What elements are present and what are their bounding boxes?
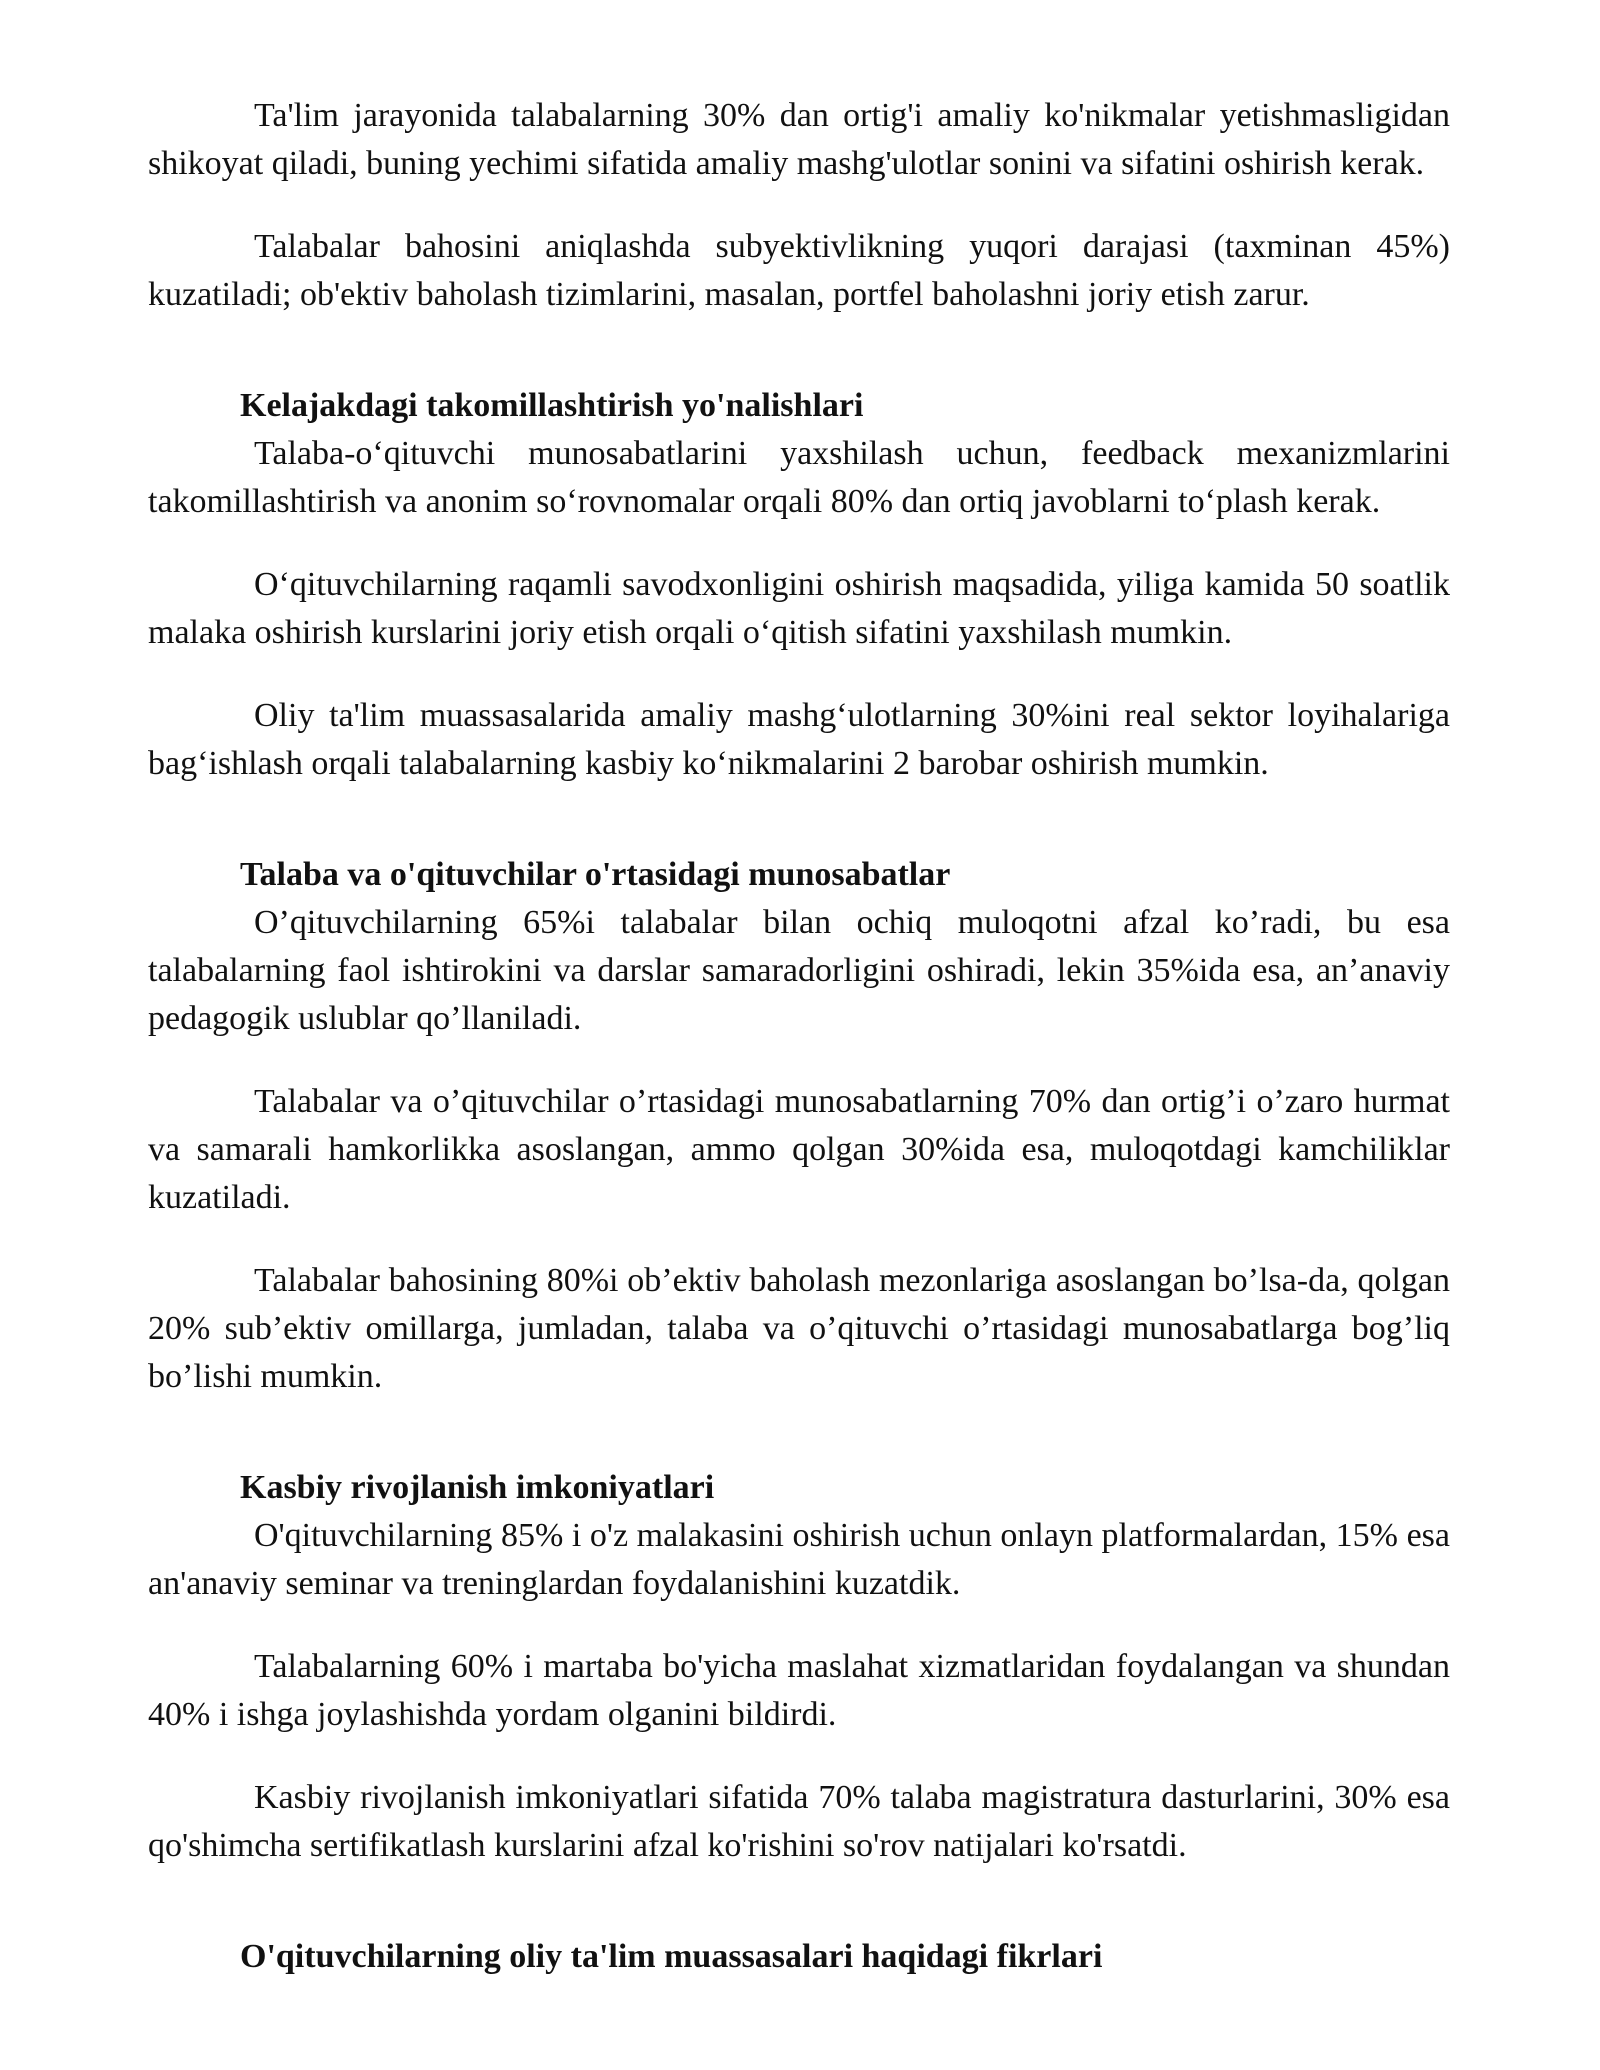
paragraph-feedback-mechanisms: Talaba-o‘qituvchi munosabatlarini yaxshilash uchun, feedback mexanizmlarini takomillashtirish va anonim so‘rovnomalar orqali 80% dan ortiq javoblarni to‘plash kerak. — [148, 435, 1450, 520]
section-spacer — [148, 1436, 1450, 1464]
section-spacer — [148, 1905, 1450, 1933]
paragraph-assessment-subjectivity: Talabalar bahosini aniqlashda subyektivlikning yuqori darajasi (taxminan 45%) kuzatiladi; ob'ektiv baholash tizimlarini, masalan, portfel baholashni joriy etish zarur. — [148, 228, 1450, 313]
paragraph-masters-programs: Kasbiy rivojlanish imkoniyatlari sifatida 70% talaba magistratura dasturlarini, 30% esa qo'shimcha sertifikatlash kurslarini afzal ko'rishini so'rov natijalari ko'rsatdi. — [148, 1779, 1450, 1864]
heading-student-teacher-relations: Talaba va o'qituvchilar o'rtasidagi munosabatlar — [240, 856, 951, 893]
paragraph-mutual-respect: Talabalar va o’qituvchilar o’rtasidagi munosabatlarning 70% dan ortig’i o’zaro hurmat va samarali hamkorlikka asoslangan, ammo qolgan 30%ida esa, muloqotdagi kamchiliklar kuzatiladi. — [148, 1083, 1450, 1216]
document-page — [148, 92, 1450, 1981]
heading-teacher-opinions: O'qituvchilarning oliy ta'lim muassasalari haqidagi fikrlari — [240, 1938, 1103, 1975]
paragraph-objective-grading: Talabalar bahosining 80%i ob’ektiv baholash mezonlariga asoslangan bo’lsa-da, qolgan 20% sub’ektiv omillarga, jumladan, talaba va o’qituvchi o’rtasidagi munosabatlarga bog’liq bo’lishi mumkin. — [148, 1262, 1450, 1395]
heading-future-improvements: Kelajakdagi takomillashtirish yo'nalishlari — [240, 387, 864, 424]
paragraph-online-platforms: O'qituvchilarning 85% i o'z malakasini oshirish uchun onlayn platformalardan, 15% esa an'anaviy seminar va treninglardan foydalanishini kuzatdik. — [148, 1517, 1450, 1602]
paragraph-digital-literacy: O‘qituvchilarning raqamli savodxonligini oshirish maqsadida, yiliga kamida 50 soatlik malaka oshirish kurslarini joriy etish orqali o‘qitish sifatini yaxshilash mumkin. — [148, 566, 1450, 651]
section-spacer — [148, 354, 1450, 382]
paragraph-career-counseling: Talabalarning 60% i martaba bo'yicha maslahat xizmatlaridan foydalangan va shundan 40% i ishga joylashishda yordam olganini bildirdi. — [148, 1648, 1450, 1733]
heading-professional-development: Kasbiy rivojlanish imkoniyatlari — [240, 1469, 715, 1506]
paragraph-practical-skills: Ta'lim jarayonida talabalarning 30% dan ortig'i amaliy ko'nikmalar yetishmasligidan shikoyat qiladi, buning yechimi sifatida amaliy mashg'ulotlar sonini va sifatini oshirish kerak. — [148, 97, 1450, 182]
paragraph-open-communication: O’qituvchilarning 65%i talabalar bilan ochiq muloqotni afzal ko’radi, bu esa talabalarning faol ishtirokini va darslar samaradorligini oshiradi, lekin 35%ida esa, an’anaviy pedagogik uslublar qo’llaniladi. — [148, 904, 1450, 1037]
section-spacer — [148, 823, 1450, 851]
paragraph-real-sector-projects: Oliy ta'lim muassasalarida amaliy mashg‘ulotlarning 30%ini real sektor loyihalariga bag‘ishlash orqali talabalarning kasbiy ko‘nikmalarini 2 barobar oshirish mumkin. — [148, 697, 1450, 782]
